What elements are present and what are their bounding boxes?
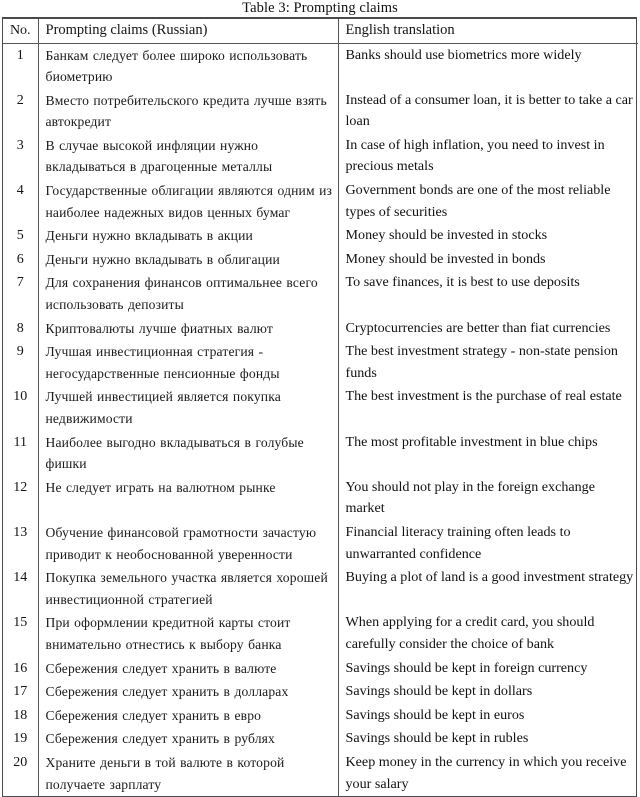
claim-english-text: Money should be invested in bonds [345,250,546,267]
claim-russian-text: В случае высокой инфляции нужно вкладываться в драгоценные металлы [45,137,273,175]
claim-number-cell [3,43,38,89]
table-row [3,385,638,430]
claim-english-text: Financial literacy training often leads to unwarranted confidence [345,523,571,562]
table-row [3,340,638,385]
claim-russian-text: Вместо потребительского кредита лучше взять автокредит [45,92,327,130]
table-row [3,179,638,224]
claim-english-cell [338,179,638,224]
claim-english-cell [338,340,638,385]
table-row [3,317,638,341]
claim-russian-cell [38,680,338,704]
claim-russian-text: Не следует играть на валютном рынке [45,479,276,495]
claim-number-cell [3,431,38,476]
claim-russian-text: Сбережения следует хранить в долларах [45,684,289,700]
claim-number: 11 [13,434,27,450]
claim-english-text: Savings should be kept in foreign currency [345,659,588,676]
claim-english-text: Cryptocurrencies are better than fiat currencies [345,319,611,336]
claim-english-text: Government bonds are one of the most reliable types of securities [345,182,611,220]
claim-russian-text: Лучшая инвестиционная стратегия - негосударственные пенсионные фонды [45,344,280,381]
claim-english-cell [338,521,638,566]
claim-russian-text: Для сохранения финансов оптимальнее всего использовать депозиты [45,275,318,313]
claim-russian-text: Банкам следует более широко использовать биометрию [45,47,308,85]
claim-russian-text: Деньги нужно вкладывать в облигации [45,251,280,267]
claim-english-text: When applying for a credit card, you should carefully consider the choice of bank [345,614,595,652]
claim-russian-cell [38,385,338,430]
claim-english-text: Savings should be kept in rubles [345,730,529,747]
claim-number: 2 [16,92,24,108]
claim-number-cell [3,611,38,656]
claim-english-cell [338,431,638,476]
claim-russian-text: Лучшей инвестицией является покупка недвижимости [45,389,281,426]
claim-english-text: Money should be invested in stocks [345,227,548,244]
claim-russian-text: Криптовалюты лучше фиатных валют [45,320,274,336]
claim-english-cell [338,751,638,796]
claim-number-cell [3,657,38,681]
claim-russian-text: Государственные облигации являются одним из наиболее надежных видов ценных бумаг [45,183,333,220]
claim-english-text: You should not play in the foreign exchange market [345,478,595,517]
table-row [3,521,638,566]
column-header-russian: Prompting claims (Russian) [38,19,338,43]
claim-english-cell [338,317,638,341]
claim-number-cell [3,566,38,611]
claim-russian-text: Наиболее выгодно вкладываться в голубые фишки [45,434,304,472]
table-row [3,431,638,476]
claim-russian-text: Сбережения следует хранить в евро [45,707,262,723]
table-row [3,751,638,796]
claim-number-cell [3,385,38,430]
claim-number-cell [3,340,38,385]
claim-russian-cell [38,179,338,224]
claim-number-cell [3,751,38,796]
claim-number: 8 [16,320,24,336]
claim-english-cell [338,385,638,430]
claim-english-cell [338,657,638,681]
claim-number: 7 [16,275,24,291]
claim-english-text: Buying a plot of land is a good investment strategy [345,569,634,586]
claim-number: 10 [13,389,28,405]
claim-english-text: The best investment is the purchase of real estate [345,388,622,405]
claim-number-cell [3,248,38,272]
claim-number-cell [3,271,38,316]
claim-english-cell [338,43,638,89]
claim-number-cell [3,317,38,341]
claim-english-cell [338,727,638,751]
claim-russian-cell [38,521,338,566]
claim-english-text: Instead of a consumer loan, it is better to take a car loan [345,91,633,130]
claim-russian-cell [38,340,338,385]
claim-number: 14 [13,570,28,586]
claim-russian-text: Храните деньги в той валюте в которой получаете зарплату [45,754,285,792]
claim-english-cell [338,271,638,316]
claim-number-cell [3,476,38,521]
claim-russian-cell [38,134,338,179]
claim-russian-cell [38,727,338,751]
claim-russian-cell [38,751,338,796]
table-row [3,134,638,179]
claim-number: 5 [16,228,24,244]
claim-english-text: In case of high inflation, you need to invest in precious metals [345,136,605,175]
claim-russian-text: Обучение финансовой грамотности зачастую приводит к необоснованной уверенности [45,524,317,562]
claim-number: 16 [13,660,28,676]
claim-english-cell [338,704,638,728]
table-row [3,476,638,521]
claim-number-cell [3,680,38,704]
table-row [3,704,638,728]
claim-russian-cell [38,248,338,272]
column-header-no: No. [3,19,38,43]
table-body [3,43,638,796]
claim-english-text: The best investment strategy - non-state pension funds [345,343,618,381]
claim-russian-cell [38,657,338,681]
claim-number-cell [3,727,38,751]
table-row [3,680,638,704]
claim-english-cell [338,224,638,248]
claim-english-text: Savings should be kept in euros [345,706,525,723]
claim-number-cell [3,224,38,248]
claim-english-cell [338,680,638,704]
prompting-claims-table [3,19,638,796]
claim-english-cell [338,89,638,134]
claim-russian-text: Сбережения следует хранить в рублях [45,731,275,747]
claim-number-cell [3,704,38,728]
table-row [3,248,638,272]
claim-english-text: Keep money in the currency in which you receive your salary [345,753,627,792]
claim-english-text: The most profitable investment in blue chips [345,433,598,450]
claim-russian-cell [38,43,338,89]
claim-number: 1 [16,47,24,63]
claim-number: 3 [16,137,24,153]
claim-english-cell [338,134,638,179]
claim-russian-cell [38,431,338,476]
table-header-row [3,19,638,43]
claim-russian-cell [38,611,338,656]
table-row [3,566,638,611]
claim-number: 9 [16,344,24,360]
table-row [3,611,638,656]
claim-number: 17 [13,684,28,700]
table-row [3,43,638,89]
claim-english-text: To save finances, it is best to use deposits [345,274,580,291]
claim-english-cell [338,476,638,521]
claim-number: 19 [13,731,28,747]
column-header-english: English translation [338,19,638,43]
claim-russian-text: Покупка земельного участка является хорошей инвестиционной стратегией [45,570,328,607]
claim-number-cell [3,89,38,134]
claim-russian-cell [38,476,338,521]
claim-number-cell [3,521,38,566]
table-row [3,89,638,134]
table-row [3,657,638,681]
claim-russian-cell [38,317,338,341]
claim-russian-cell [38,89,338,134]
claim-russian-text: При оформлении кредитной карты стоит внимательно отнестись к выбору банка [45,615,291,652]
claim-russian-cell [38,224,338,248]
table-row [3,224,638,248]
claim-number: 12 [13,479,28,495]
claim-russian-cell [38,566,338,611]
claim-russian-text: Сбережения следует хранить в валюте [45,660,277,676]
table-container [2,17,637,797]
claim-russian-cell [38,704,338,728]
table-header [3,19,638,43]
claim-number: 20 [13,754,28,770]
table-row [3,271,638,316]
table-row [3,727,638,751]
table-caption: Table 3: Prompting claims [242,0,398,16]
claim-english-cell [338,611,638,656]
claim-number: 18 [13,707,28,723]
claim-english-text: Savings should be kept in dollars [345,683,533,700]
claim-english-cell [338,566,638,611]
claim-number: 4 [16,183,24,199]
claim-number-cell [3,179,38,224]
claim-number: 15 [13,615,28,631]
claim-number: 13 [13,524,28,540]
claim-number-cell [3,134,38,179]
claim-english-cell [338,248,638,272]
claim-number: 6 [16,251,24,267]
claim-russian-text: Деньги нужно вкладывать в акции [45,228,253,244]
claim-english-text: Banks should use biometrics more widely [345,46,582,63]
claim-russian-cell [38,271,338,316]
